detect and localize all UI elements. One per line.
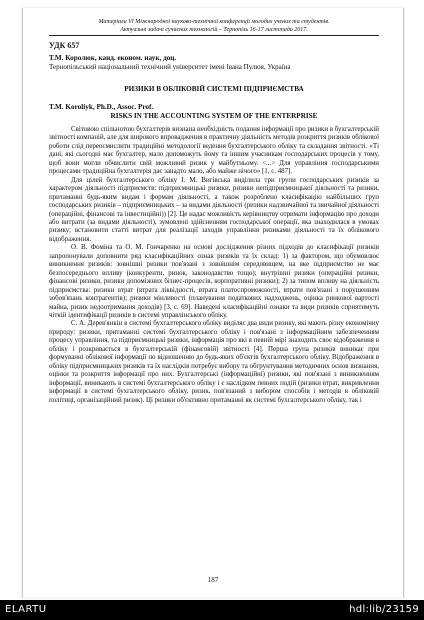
affiliation: Тернопільський національний технічний університет імені Івана Пулюя, Україна	[49, 63, 291, 71]
body-paragraph-2: Для цілей бухгалтерського обліку І. М. Вигівська виділила три групи господарських ризиків за характером діяльності підприємств: підприємницькі ризики, ризики непідприємницької діяльності та ризики, притаманні будь-яким видам і формам діяльності, а також розроблено класифікацію найбільших груп господарських ризиків – підприємницьких – за видами діяльності (ризики надзвичайної та звичайної діяльності (операційні, фінансові та інвестиційні)) [2]. Це надає можливість керівництву отримати інформацію про доходи або витрати (за видами діяльності), зумовлені здійсненням господарської операції, яка знаходилася в умовах ризику; встановити статті витрат для реалізації заходів управління ризиками діяльності та їх облікового відображення.	[49, 176, 379, 243]
udc-code: УДК 657	[49, 41, 80, 50]
title-en: RISKS IN THE ACCOUNTING SYSTEM OF THE ENTERPRISE	[110, 112, 318, 120]
body-paragraph-1: Світовою спільнотою бухгалтерів визнана необхідність подання інформації про ризики в бухгалтерській звітності компаній, але для широкого впровадження в практичну діяльність методів розкриття ризиків облікової роботи слід переосмислити традиційні методології ведення бухгалтерського обліку та складання звітності. «Ті дані, які сьогодні має бухгалтер, мало допоможуть йому та іншим учасникам господарських процесів у тому, щоб вони могли обчислити свій можливий ризик у майбутньому. <...> Для управління господарськими процесами традиційна бухгалтерія дає занадто мало, або майже нічого» [1, с. 487].	[49, 126, 379, 176]
page-number: 187	[207, 576, 219, 584]
repository-footer	[0, 600, 424, 620]
author-ua: Т.М. Королюк, канд. економ. наук, доц.	[49, 54, 177, 62]
author-en: T.M. Koroliyk, Ph.D., Assoc. Prof.	[49, 103, 154, 111]
body-paragraph-4: С. А. Дерев'янкін в системі бухгалтерського обліку виділяє два види ризику, які мають різну економічну природу: ризики, притаманні системі бухгалтерського обліку і пов'язані з інформаційним забезпеченням процесу управління, та підприємницькі ризики, інформація про які в певній мірі знаходить своє відображення в обліку і розкривається в бухгалтерській (фінансовій) звітності [4]. Перша група ризиків виникає при формуванні облікової інформації по відношенню до будь-яких об'єктів бухгалтерського обліку. Відображення в обліку підприємницьких ризиків та їх наслідків потребує вибору та обгрунтування методичних основ визнання, оцінки та розкриття інформації про них. Бухгалтерські (інформаційні) ризики, які пов'язані з виникненням інформації, виникають в системі бухгалтерського обліку і є наслідком певних подій (ризики втрат, викривлення інформації в системі бухгалтерського обліку, ризик, пов'язаний з вибором способів і методів в обліковій політиці, організаційний ризик). Ці ризики об'єктивно притаманні як системі бухгалтерського обліку, так і	[49, 320, 379, 404]
header-rule	[49, 35, 379, 36]
handle-id: hdl:lib/23159	[349, 604, 419, 615]
document-page	[22, 8, 404, 598]
title-ua: РИЗИКИ В ОБЛІКОВІЙ СИСТЕМІ ПІДПРИЄМСТВА	[124, 85, 304, 93]
repository-name: ELARTU	[5, 604, 47, 615]
body-paragraph-3: О. В. Фоміна та О. М. Гончаренко на основі дослідження різних підходів до класифікації ризиків запропонували доповнити ряд класифікаційних ознак ризиків та їх склад: 1) за фактором, що обумовлює виникнення ризиків: зовнішні ризики пов'язані з зовнішнім середовищем, на яке підприємство не має безпосереднього впливу (конкуренти, ринок, законодавство тощо); внутрішні ризики (операційні ризики, фінансові ризики, ризики допоміжних бізнес-процесів, корпоративні ризики); 2) за типом впливу на діяльність підприємства: ризики втрат (втрата ліквідності, втрата платоспроможності, втрати пов'язані з порушенням зобов'язань контрагентів); ризики мінливості (планування податкових надходжень, оцінка ринкової вартості майна, ризик недоотримання доходів) [3, с. 69]. Наведені класифікаційні ознаки та види ризиків сприятимуть чіткій ідентифікації ризиків в системі управлінського обліку.	[49, 244, 379, 319]
running-header-line-2: Актуальні задачі сучасних технологій – Тернопіль 16-17 листопада 2017.	[120, 27, 308, 33]
page-content	[49, 18, 379, 405]
running-header-line-1: Матеріали VI Міжнародної науково-технічної конференції молодих учених та студентів.	[98, 19, 330, 25]
